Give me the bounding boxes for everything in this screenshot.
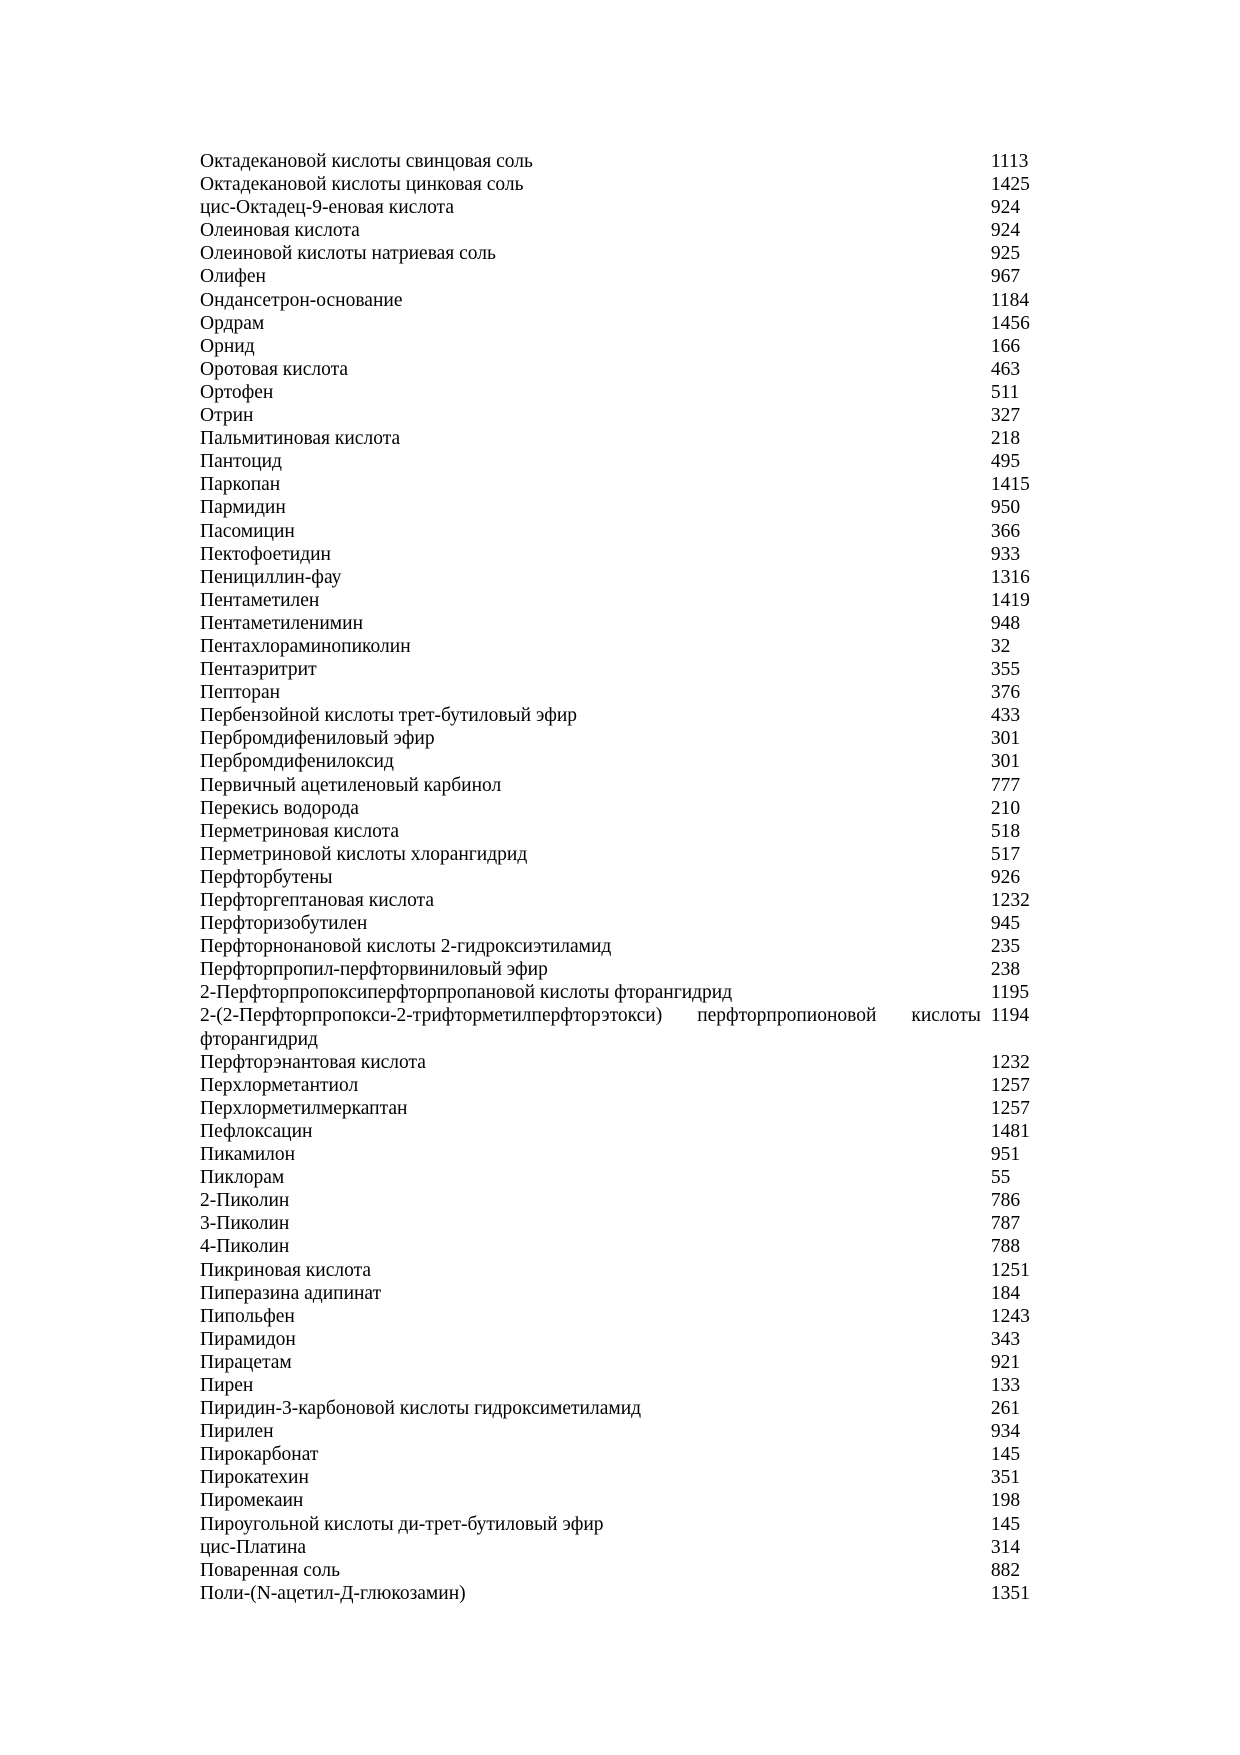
entry-page-number: 1419 (990, 589, 1030, 611)
entry-page-number: 921 (990, 1351, 1021, 1373)
index-entry (200, 1004, 1060, 1050)
entry-page-number: 1243 (990, 1305, 1030, 1327)
entry-name: Пентаметиленимин (200, 612, 364, 634)
index-entry (200, 1489, 1060, 1512)
entry-name: Перфторгептановая кислота (200, 890, 434, 911)
entry-name: Перфторпропил-перфторвиниловый эфир (200, 959, 548, 981)
entry-name: Пиперазина адипинат (200, 1282, 382, 1304)
entry-name: Пербромдифенилоксид (200, 751, 394, 773)
entry-name: Олеиновая кислота (200, 220, 360, 242)
index-entry (200, 566, 1060, 589)
index-entry (200, 1282, 1060, 1305)
entry-name: Пирен (200, 1374, 254, 1396)
index-entry (200, 150, 1060, 173)
entry-name: 2-Пиколин (200, 1190, 290, 1212)
entry-page-number: 314 (990, 1536, 1021, 1558)
entry-page-number: 1456 (990, 312, 1030, 334)
index-entry (200, 335, 1060, 358)
entry-page-number: 1257 (990, 1074, 1030, 1096)
index-entry (200, 1513, 1060, 1536)
entry-page-number: 933 (990, 543, 1021, 565)
entry-page-number: 924 (990, 197, 1021, 219)
index-entry (200, 1328, 1060, 1351)
entry-name: Пиридин-3-карбоновой кислоты гидроксиметиламид (200, 1398, 642, 1420)
index-entry (200, 1074, 1060, 1097)
entry-name: Пирацетам (200, 1351, 292, 1373)
index-entry (200, 496, 1060, 519)
entry-name: цис-Платина (200, 1536, 307, 1558)
index-entry (200, 1582, 1060, 1605)
entry-page-number: 967 (990, 266, 1021, 288)
entry-page-number: 433 (990, 705, 1021, 727)
entry-name: Паркопан (200, 474, 281, 496)
entry-page-number: 882 (990, 1559, 1021, 1581)
entry-name: Олифен (200, 266, 266, 288)
entry-name: Пипольфен (200, 1305, 295, 1327)
entry-page-number: 376 (990, 682, 1021, 704)
entry-page-number: 198 (990, 1490, 1021, 1512)
entry-page-number: 948 (990, 612, 1021, 634)
entry-page-number: 926 (990, 866, 1021, 888)
entry-page-number: 133 (990, 1374, 1021, 1396)
entry-name: Пирилен (200, 1421, 274, 1443)
index-entry (200, 889, 1060, 912)
entry-name: Пальмитиновая кислота (200, 428, 401, 450)
entry-page-number: 786 (990, 1190, 1021, 1212)
entry-name: Пенициллин-фау (200, 566, 342, 588)
entry-page-number: 145 (990, 1513, 1021, 1535)
index-entry (200, 219, 1060, 242)
index-entry (200, 543, 1060, 566)
index-entry (200, 820, 1060, 843)
index-entry (200, 981, 1060, 1004)
index-entry (200, 381, 1060, 404)
entry-name: Перфторбутены (200, 866, 333, 888)
index-entry (200, 1374, 1060, 1397)
entry-page-number: 235 (990, 936, 1021, 958)
entry-name: Перхлорметантиол (200, 1074, 359, 1096)
entry-name: Пирамидон (200, 1328, 296, 1350)
index-entry (200, 242, 1060, 265)
entry-name: Пармидин (200, 497, 286, 519)
entry-name: Октадекановой кислоты свинцовая соль (200, 151, 533, 172)
entry-name: Перметриновая кислота (200, 820, 399, 842)
index-entry (200, 866, 1060, 889)
entry-name: Ортофен (200, 381, 274, 403)
index-entry (200, 1420, 1060, 1443)
index-entry (200, 450, 1060, 473)
entry-name: Поваренная соль (200, 1559, 340, 1581)
entry-page-number: 1351 (990, 1582, 1030, 1604)
entry-name: Олеиновой кислоты натриевая соль (200, 243, 496, 265)
entry-page-number: 366 (990, 520, 1021, 542)
entry-page-number: 1113 (990, 151, 1029, 172)
index-entry (200, 1051, 1060, 1074)
entry-name: Пасомицин (200, 520, 295, 542)
entry-name: Оротовая кислота (200, 358, 348, 380)
entry-name: Пирокатехин (200, 1467, 309, 1489)
entry-page-number: 925 (990, 243, 1021, 265)
index-entry (200, 635, 1060, 658)
index-entry (200, 173, 1060, 196)
entry-page-number: 463 (990, 358, 1021, 380)
index-entry (200, 912, 1060, 935)
index-entry (200, 473, 1060, 496)
entry-name: Пироугольной кислоты ди-трет-бутиловый эфир (200, 1513, 604, 1535)
entry-name: Октадекановой кислоты цинковая соль (200, 174, 524, 196)
entry-name: 4-Пиколин (200, 1236, 290, 1258)
index-entry (200, 1536, 1060, 1559)
index-entry (200, 750, 1060, 773)
entry-page-number: 145 (990, 1444, 1021, 1466)
entry-name: Отрин (200, 405, 254, 427)
entry-page-number: 301 (990, 728, 1021, 750)
index-entry (200, 312, 1060, 335)
entry-page-number: 951 (990, 1144, 1021, 1166)
index-entry (200, 681, 1060, 704)
entry-page-number: 945 (990, 913, 1021, 935)
entry-page-number: 518 (990, 820, 1021, 842)
entry-page-number: 184 (990, 1282, 1021, 1304)
entry-name: Перфторизобутилен (200, 913, 368, 935)
entry-page-number: 1257 (990, 1097, 1030, 1119)
entry-page-number: 787 (990, 1213, 1021, 1235)
entry-name: 3-Пиколин (200, 1213, 290, 1235)
index-entry (200, 1235, 1060, 1258)
entry-name: Пикриновая кислота (200, 1259, 372, 1281)
entry-name: 2-Перфторпропоксиперфторпропановой кислоты фторангидрид (200, 982, 733, 1004)
entry-name: Пектофоетидин (200, 543, 331, 565)
index-entry (200, 289, 1060, 312)
entry-name: цис-Октадец-9-еновая кислота (200, 197, 454, 219)
index-entry (200, 1559, 1060, 1582)
entry-name: Перфторэнантовая кислота (200, 1051, 426, 1073)
entry-name: Перекись водорода (200, 797, 359, 819)
entry-name: Пентаэритрит (200, 659, 317, 681)
entry-page-number: 238 (990, 959, 1021, 981)
entry-page-number: 1415 (990, 474, 1030, 496)
entry-page-number: 934 (990, 1421, 1021, 1443)
entry-name: Поли-(N-ацетил-Д-глюкозамин) (200, 1582, 466, 1604)
index-entry (200, 1443, 1060, 1466)
entry-name: Пентахлораминопиколин (200, 635, 411, 657)
index-entry (200, 1466, 1060, 1489)
entry-name: Пикамилон (200, 1144, 296, 1166)
entry-name: Орнид (200, 335, 255, 357)
entry-page-number: 210 (990, 797, 1021, 819)
entry-name: Пепторан (200, 682, 281, 704)
entry-name: Ондансетрон-основание (200, 289, 403, 311)
entry-page-number: 950 (990, 497, 1021, 519)
index-entry (200, 1166, 1060, 1189)
index-entry (200, 1143, 1060, 1166)
entry-page-number: 511 (990, 381, 1020, 403)
entry-page-number: 343 (990, 1328, 1021, 1350)
entry-name: Перметриновой кислоты хлорангидрид (200, 843, 528, 865)
index-entry (200, 589, 1060, 612)
index-entry (200, 774, 1060, 797)
index-entry (200, 1397, 1060, 1420)
entry-page-number: 1316 (990, 566, 1030, 588)
entry-name: Пербромдифениловый эфир (200, 728, 435, 750)
index-entry (200, 358, 1060, 381)
entry-name: Пиклорам (200, 1167, 285, 1189)
entry-page-number: 55 (990, 1167, 1011, 1189)
index-entry (200, 520, 1060, 543)
index-entry (200, 1097, 1060, 1120)
index-list (200, 150, 1060, 1605)
index-entry (200, 1189, 1060, 1212)
index-entry (200, 658, 1060, 681)
entry-name: Пефлоксацин (200, 1120, 313, 1142)
entry-page-number: 1194 (990, 1005, 1030, 1027)
index-entry (200, 427, 1060, 450)
index-entry (200, 1120, 1060, 1143)
index-entry (200, 265, 1060, 288)
entry-page-number: 1232 (990, 1051, 1030, 1073)
entry-page-number: 1195 (990, 982, 1030, 1004)
entry-page-number: 924 (990, 220, 1021, 242)
entry-name: Пиромекаин (200, 1490, 304, 1512)
entry-page-number: 32 (990, 635, 1011, 657)
entry-page-number: 218 (990, 428, 1021, 450)
index-entry (200, 797, 1060, 820)
entry-name: Пантоцид (200, 451, 282, 473)
index-entry (200, 843, 1060, 866)
index-entry (200, 196, 1060, 219)
entry-name: 2-(2-Перфторпропокси-2-трифторметилперфторэтокси) перфторпропионовой кислоты фторангидрид (200, 1005, 981, 1050)
index-entry (200, 727, 1060, 750)
entry-name: Пентаметилен (200, 589, 320, 611)
entry-page-number: 1184 (990, 289, 1030, 311)
entry-name: Перфторнонановой кислоты 2-гидроксиэтиламид (200, 936, 612, 958)
index-entry (200, 612, 1060, 635)
entry-page-number: 517 (990, 843, 1021, 865)
index-entry (200, 704, 1060, 727)
entry-name: Первичный ацетиленовый карбинол (200, 774, 502, 796)
entry-page-number: 261 (990, 1398, 1021, 1420)
index-entry (200, 1212, 1060, 1235)
index-entry (200, 935, 1060, 958)
entry-page-number: 166 (990, 335, 1021, 357)
entry-page-number: 355 (990, 659, 1021, 681)
entry-name: Ордрам (200, 312, 265, 334)
entry-name: Перхлорметилмеркаптан (200, 1097, 408, 1119)
index-entry (200, 1351, 1060, 1374)
entry-page-number: 1425 (990, 174, 1030, 196)
index-entry (200, 1259, 1060, 1282)
entry-page-number: 327 (990, 405, 1021, 427)
entry-page-number: 301 (990, 751, 1021, 773)
entry-page-number: 1232 (990, 890, 1030, 911)
entry-name: Пербензойной кислоты трет-бутиловый эфир (200, 705, 578, 727)
index-entry (200, 404, 1060, 427)
entry-page-number: 1251 (990, 1259, 1030, 1281)
index-entry (200, 1305, 1060, 1328)
entry-page-number: 351 (990, 1467, 1021, 1489)
entry-name: Пирокарбонат (200, 1444, 319, 1466)
entry-page-number: 777 (990, 774, 1021, 796)
entry-page-number: 788 (990, 1236, 1021, 1258)
index-entry (200, 958, 1060, 981)
entry-page-number: 1481 (990, 1120, 1030, 1142)
entry-page-number: 495 (990, 451, 1021, 473)
